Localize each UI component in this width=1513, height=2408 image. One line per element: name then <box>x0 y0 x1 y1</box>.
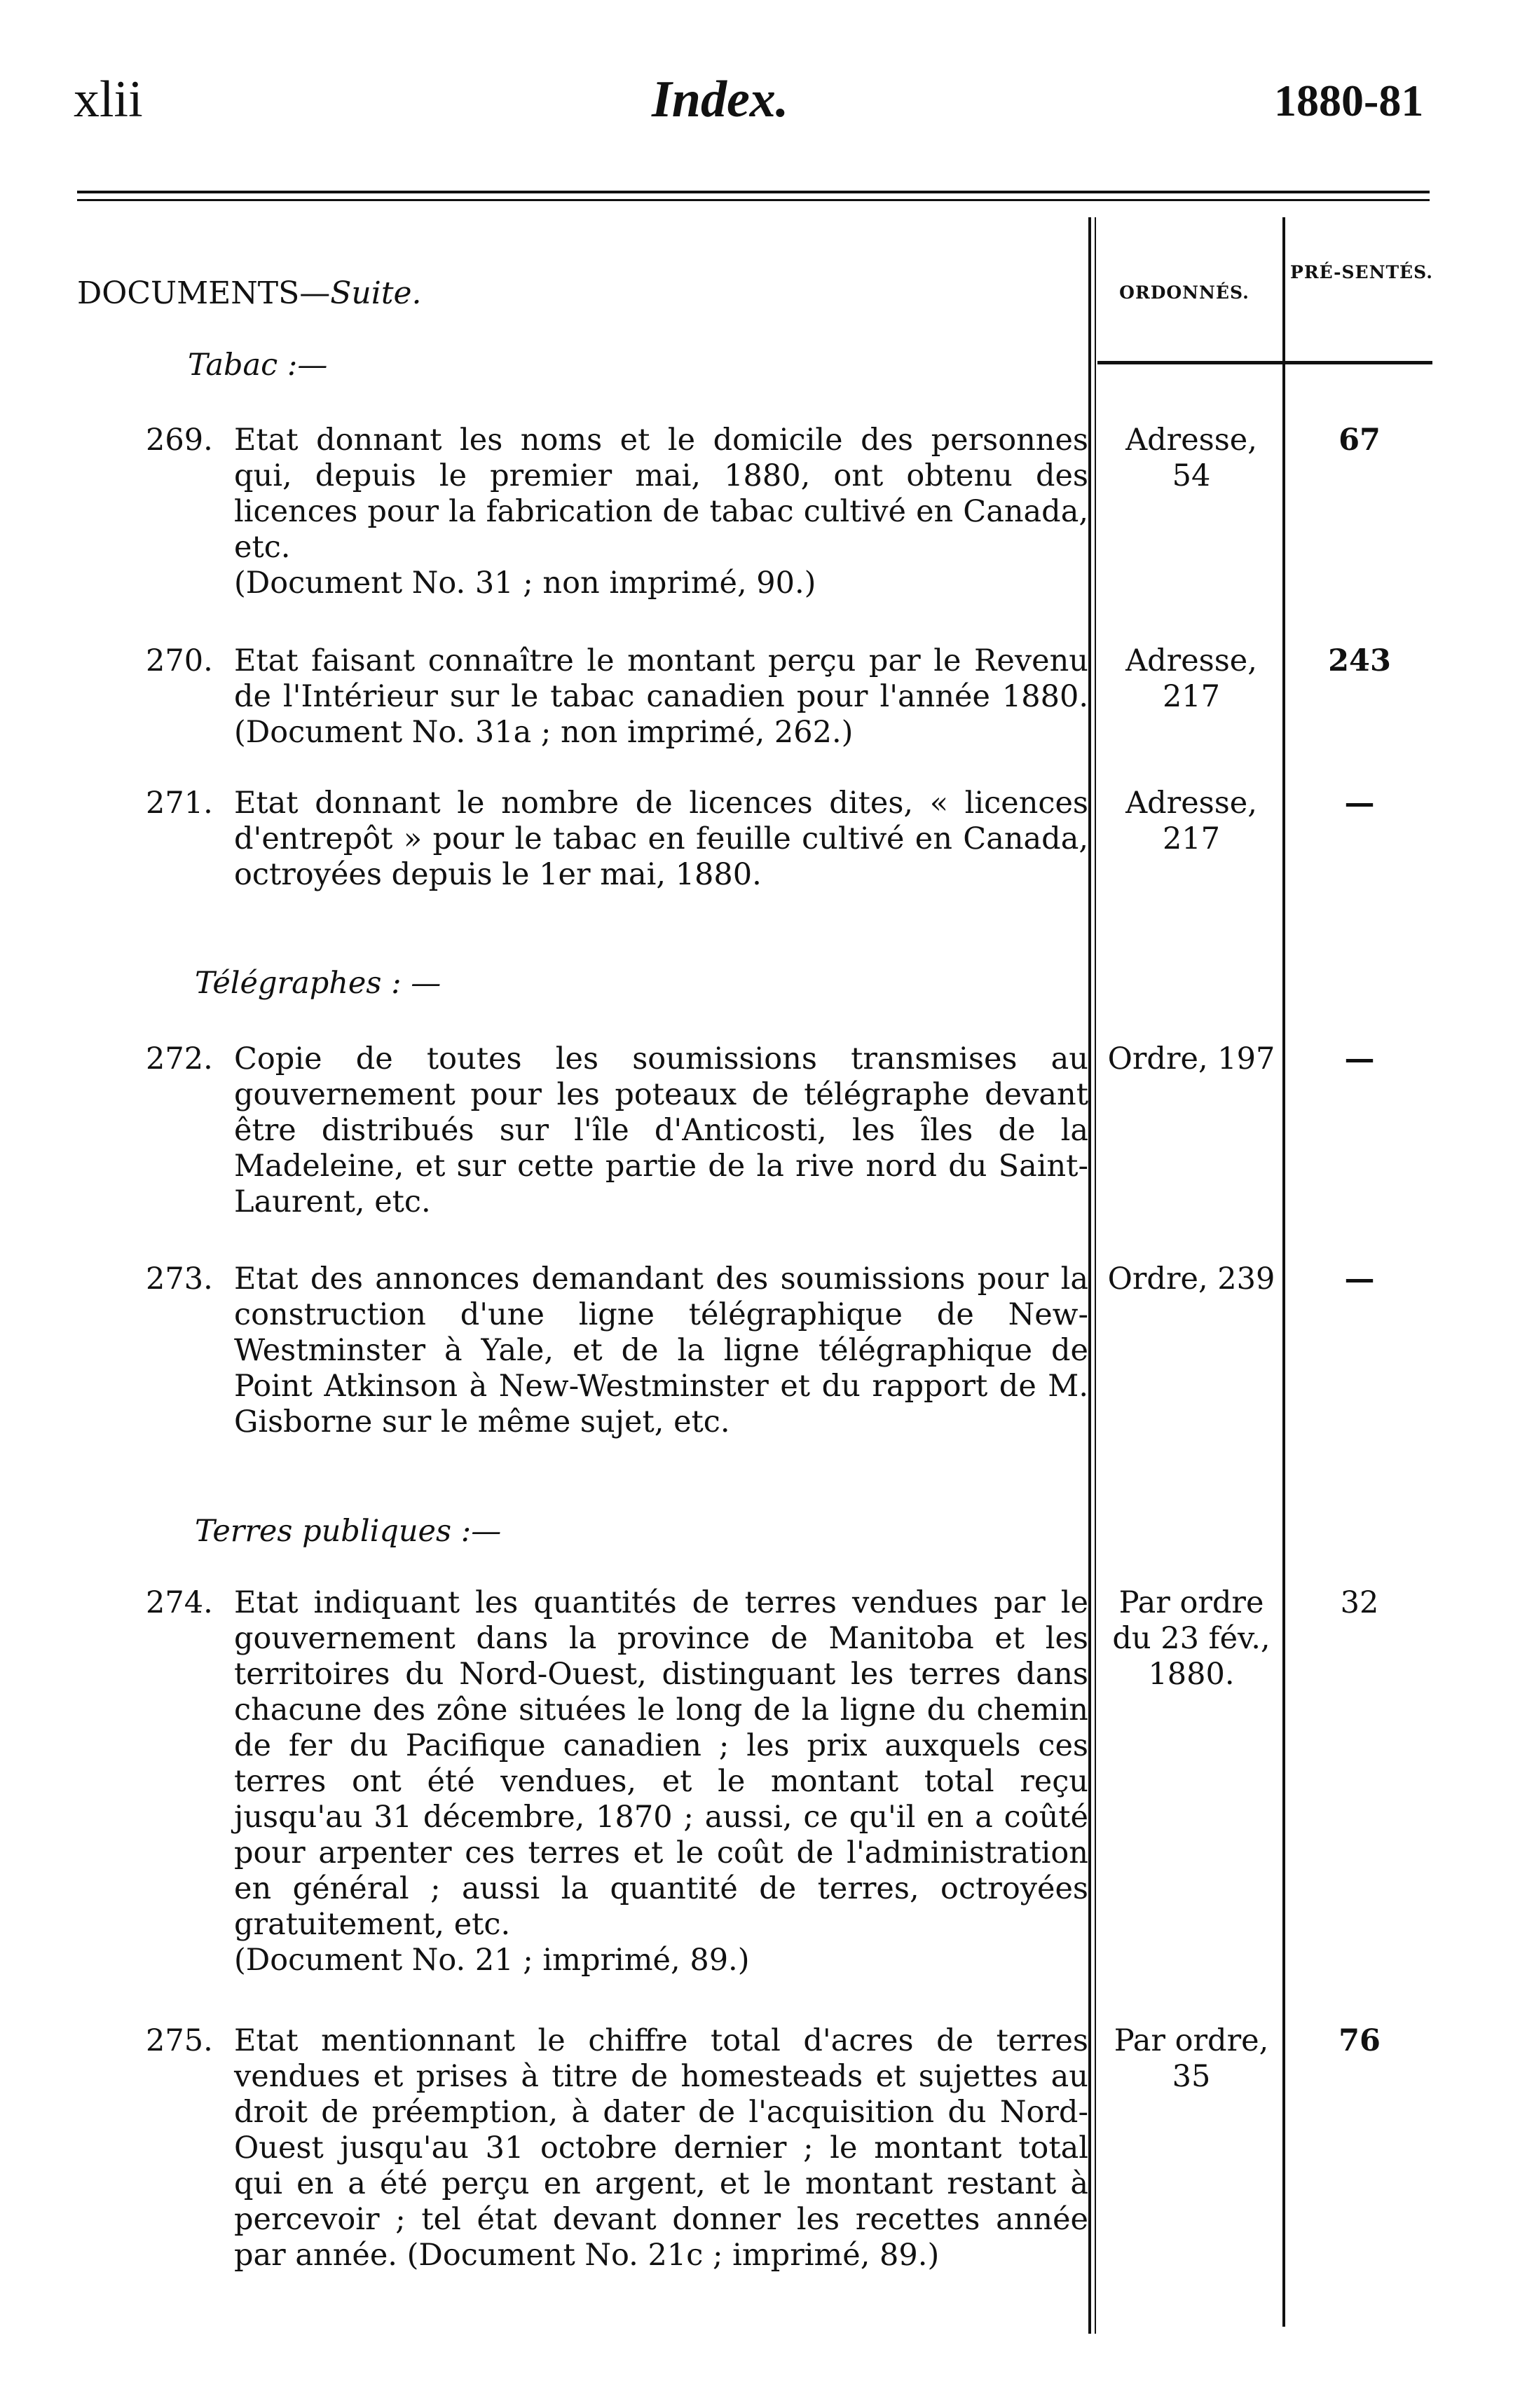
entry-273-presentes: — <box>1344 1261 1375 1297</box>
entry-273 <box>146 1261 1088 1440</box>
entry-270-ordonnes: Adresse, 217 <box>1125 643 1257 714</box>
page-title: Index. <box>652 71 789 128</box>
entry-271-presentes: — <box>1344 786 1375 821</box>
entry-270 <box>146 643 1088 751</box>
entry-272-presentes: — <box>1344 1041 1375 1076</box>
subsection-telegraphes: Télégraphes : — <box>195 966 441 1001</box>
entry-text: Etat des annonces demandant des soumissions pour la construction d'une ligne télégraphique de New-Westminster à Yale, et de la ligne télégraphique de Point Atkinson à New-Westminster et du rapport de M. Gisborne sur le même sujet, etc. <box>234 1261 1088 1439</box>
column-header-ordonnes: ORDONNÉS. <box>1119 282 1250 303</box>
page-number: xlii <box>74 71 143 128</box>
entry-text: Etat mentionnant le chiffre total d'acres de terres vendues et prises à titre de homesteads et sujettes au droit de préemption, à dater de l'acquisition du Nord-Ouest jusqu'au 31 octobre dernier ; le montant total qui en a été perçu en argent, et le montant restant à percevoir ; tel état devant donner les recettes année par année. (Document No. 21c ; imprimé, 89.) <box>234 2023 1088 2273</box>
entry-275 <box>146 2023 1088 2273</box>
column-header-rule-presentes <box>1285 361 1432 364</box>
entry-reference: (Document No. 31 ; non imprimé, 90.) <box>234 566 816 601</box>
entry-275-presentes: 76 <box>1339 2023 1381 2058</box>
entry-number: 270. <box>146 643 213 678</box>
entry-text: Etat faisant connaître le montant perçu par le Revenu de l'Intérieur sur le tabac canadien pour l'année 1880. (Document No. 31a ; non imprimé, 262.) <box>234 643 1088 750</box>
header-rule-top <box>77 191 1430 193</box>
column-header-rule-ordonnes <box>1097 361 1282 364</box>
section-title <box>77 275 422 311</box>
entry-number: 269. <box>146 423 213 458</box>
entry-271 <box>146 786 1088 893</box>
section-title-suffix: Suite. <box>330 275 422 311</box>
entry-271-ordonnes: Adresse, 217 <box>1125 786 1257 856</box>
entry-text: Copie de toutes les soumissions transmises au gouvernement pour les poteaux de télégraphe devant être distribués sur l'île d'Anticosti, les îles de la Madeleine, et sur cette partie de la rive nord du Saint-Laurent, etc. <box>234 1041 1088 1219</box>
entry-274 <box>146 1585 1088 1978</box>
entry-269 <box>146 423 1088 601</box>
entry-269-presentes: 67 <box>1339 423 1381 458</box>
entry-275-ordonnes: Par ordre, 35 <box>1114 2023 1269 2094</box>
entry-274-ordonnes: Par ordre du 23 fév., 1880. <box>1112 1585 1271 1692</box>
entry-273-ordonnes: Ordre, 239 <box>1107 1261 1275 1297</box>
entry-text: Etat indiquant les quantités de terres vendues par le gouvernement dans la province de Manitoba et les territoires du Nord-Ouest, distinguant les terres dans chacune des zône situées le long de la ligne du chemin de fer du Pacifique canadien ; les prix auxquels ces terres ont été vendues, et le montant total reçu jusqu'au 31 décembre, 1870 ; aussi, ce qu'il en a coûté pour arpenter ces terres et le coût de l'administration en général ; aussi la quantité de terres, octroyées gratuitement, etc. <box>234 1585 1088 1942</box>
column-divider-left-inner <box>1095 217 1096 2334</box>
entry-number: 274. <box>146 1585 213 1620</box>
entry-number: 271. <box>146 786 213 821</box>
entry-text: Etat donnant les noms et le domicile des personnes qui, depuis le premier mai, 1880, ont obtenu des licences pour la fabrication de tabac cultivé en Canada, etc. <box>234 423 1088 565</box>
header-rule-bottom <box>77 199 1430 201</box>
subsection-terres: Terres publiques :— <box>195 1514 502 1549</box>
entry-number: 272. <box>146 1041 213 1076</box>
subsection-tabac: Tabac :— <box>188 348 328 383</box>
column-divider-left <box>1088 217 1091 2334</box>
entry-number: 273. <box>146 1261 213 1297</box>
entry-270-presentes: 243 <box>1328 643 1391 678</box>
entry-reference: (Document No. 21 ; imprimé, 89.) <box>234 1943 750 1978</box>
section-title-main: DOCUMENTS— <box>77 275 331 311</box>
entry-272 <box>146 1041 1088 1220</box>
column-header-presentes: PRÉ-SENTÉS. <box>1290 262 1433 282</box>
entry-269-ordonnes: Adresse, 54 <box>1125 423 1257 493</box>
column-divider-right <box>1282 217 1285 2327</box>
page-year: 1880-81 <box>1274 76 1424 125</box>
entry-272-ordonnes: Ordre, 197 <box>1107 1041 1275 1076</box>
entry-text: Etat donnant le nombre de licences dites, « licences d'entrepôt » pour le tabac en feuille cultivé en Canada, octroyées depuis le 1er mai, 1880. <box>234 786 1088 892</box>
entry-number: 275. <box>146 2023 213 2058</box>
entry-274-presentes: 32 <box>1340 1585 1379 1620</box>
